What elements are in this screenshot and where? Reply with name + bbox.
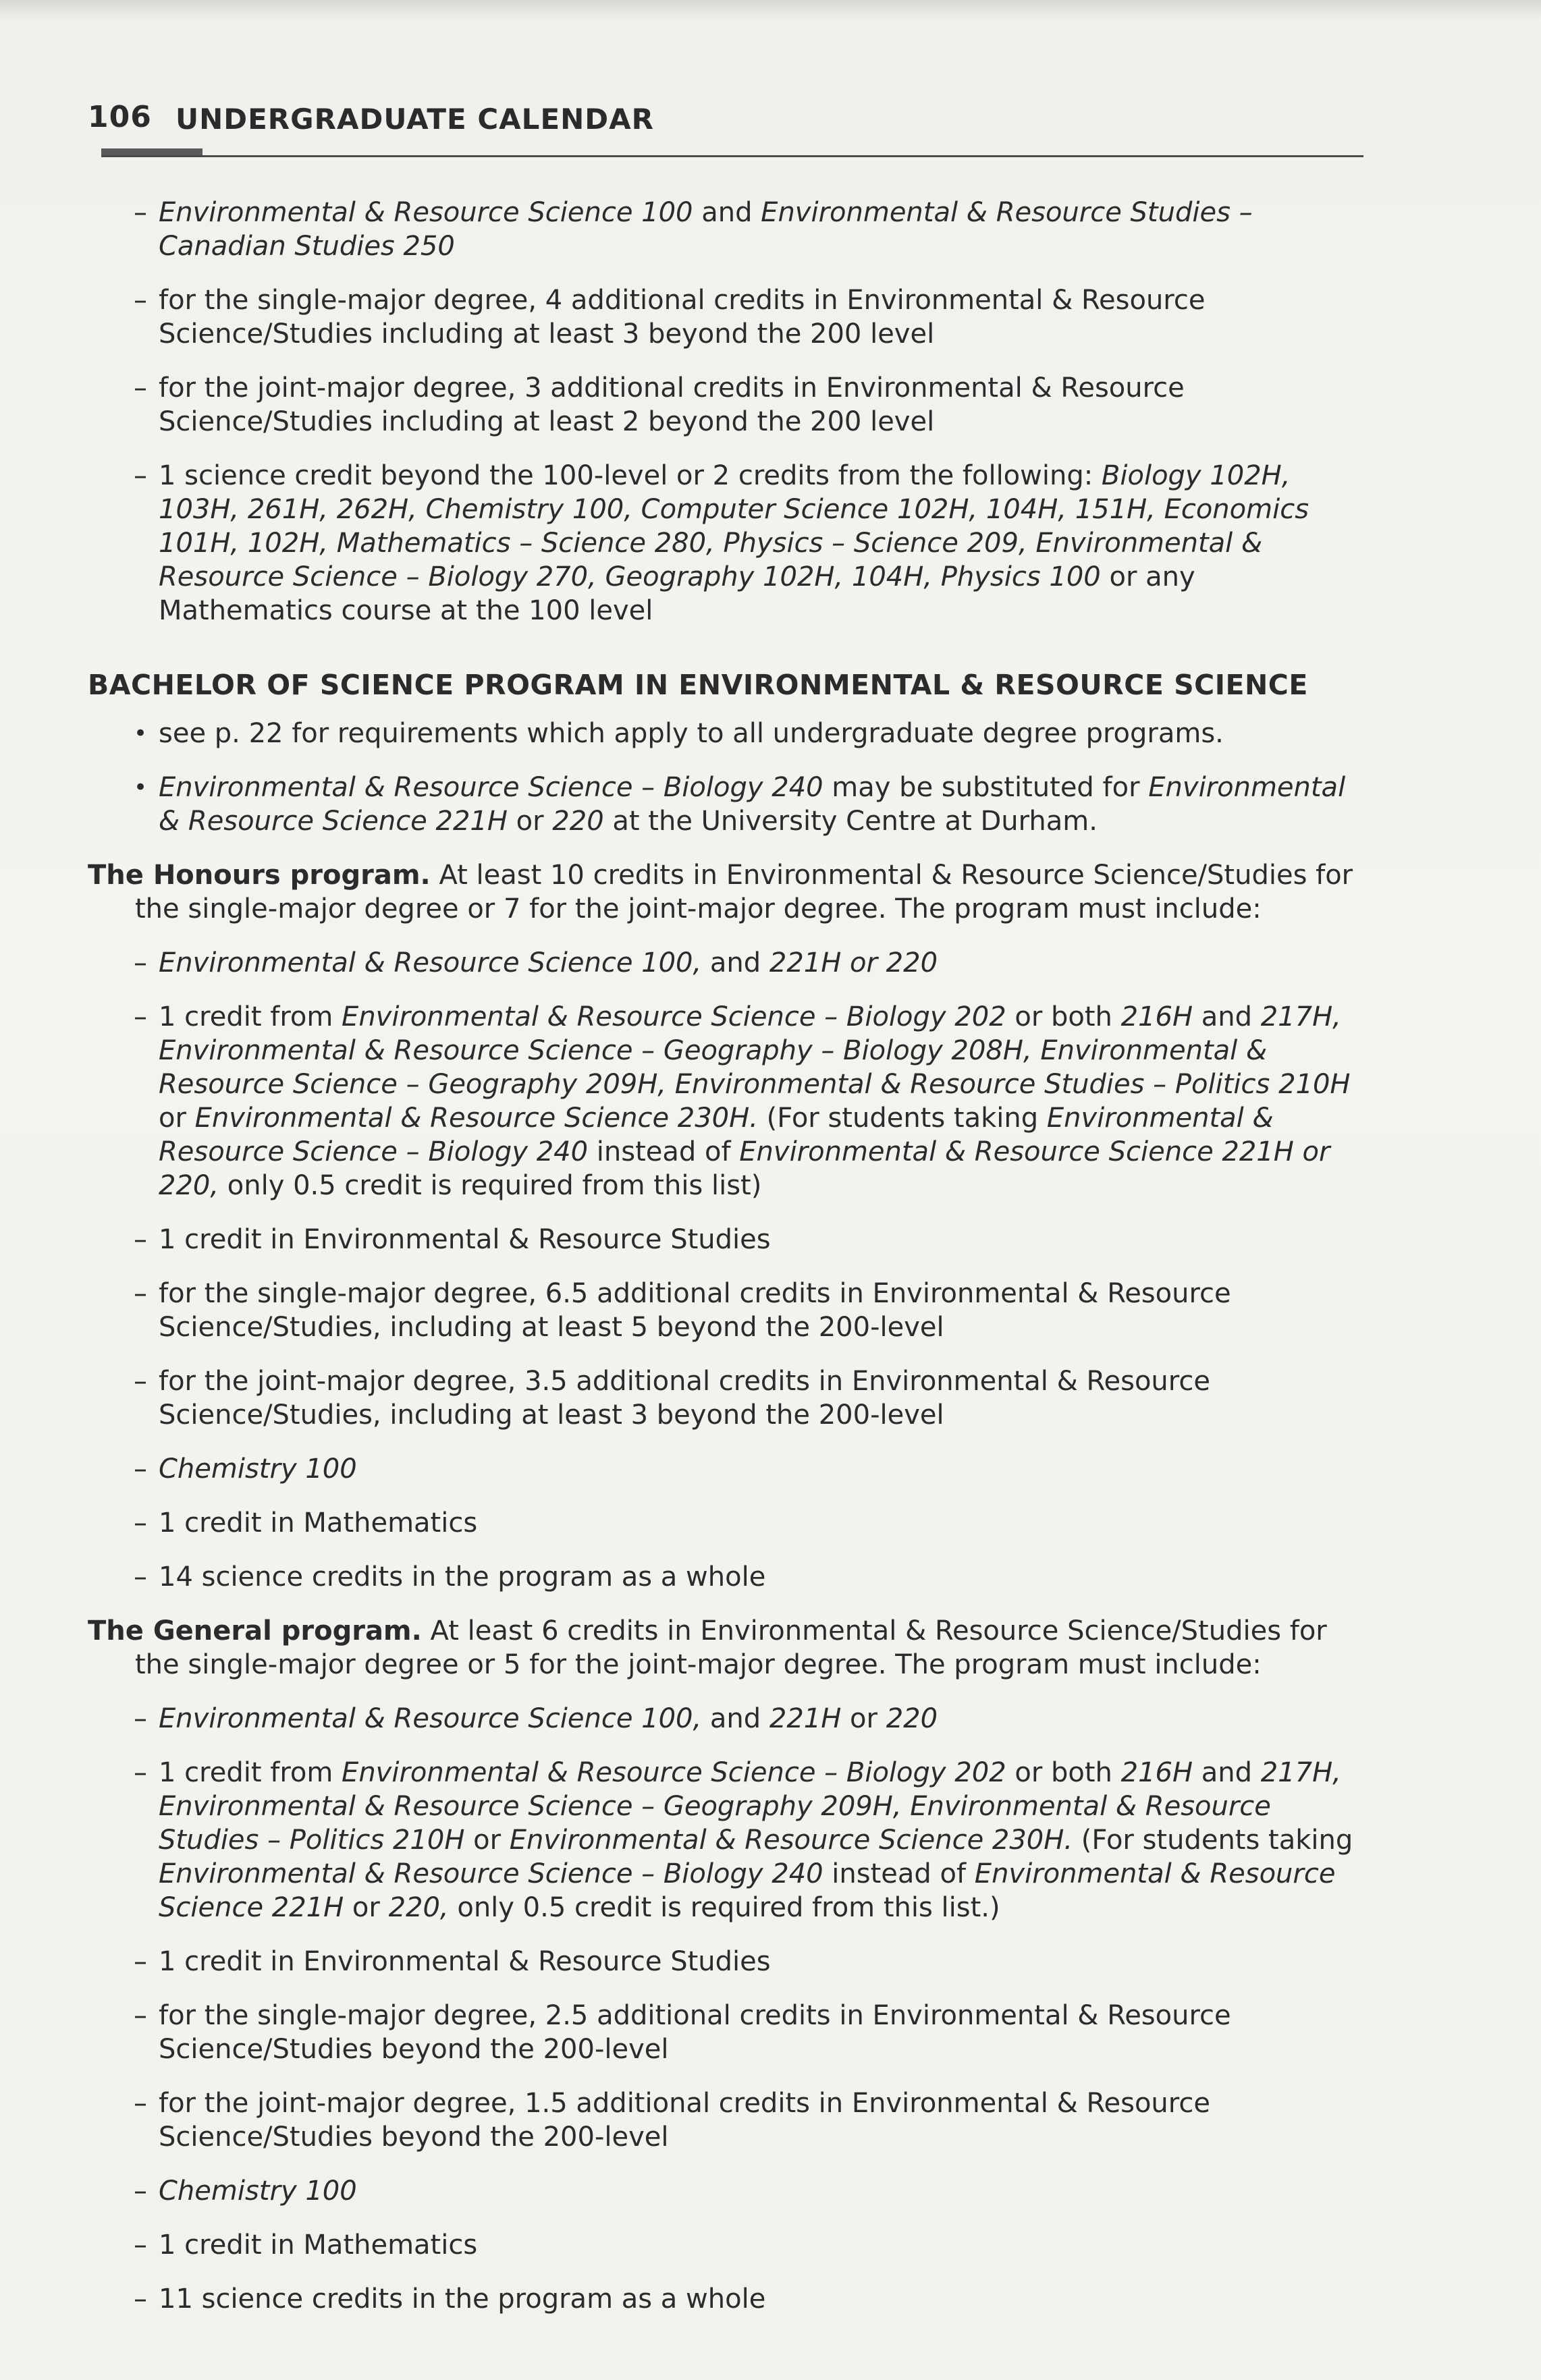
dash-marker: – — [134, 947, 147, 978]
honours-item-text: 1 credit in Mathematics — [159, 1507, 478, 1539]
dash-marker: – — [134, 1366, 147, 1397]
honours-item — [88, 1506, 1370, 1540]
dash-marker: – — [134, 2088, 147, 2119]
continued-item — [88, 371, 1370, 439]
page-number: 106 — [88, 100, 152, 134]
running-title: UNDERGRADUATE CALENDAR — [175, 103, 654, 136]
dash-marker: – — [134, 1757, 147, 1788]
general-item-text: Environmental & Resource Science 100, and 221H or 220 — [159, 1703, 938, 1734]
dash-marker: – — [134, 285, 147, 316]
general-item-text: 1 credit in Mathematics — [159, 2230, 478, 2261]
honours-program-title: The Honours program. — [88, 860, 431, 891]
general-item — [88, 1999, 1370, 2066]
dash-marker: – — [134, 460, 147, 491]
honours-item — [88, 1223, 1370, 1256]
dash-marker: – — [134, 1507, 147, 1539]
honours-item — [88, 1364, 1370, 1432]
continued-item — [88, 283, 1370, 351]
header-rule — [101, 155, 1363, 157]
bsc-bullet-list — [88, 717, 1370, 838]
bsc-item — [88, 771, 1370, 838]
general-item-text: Chemistry 100 — [159, 2176, 357, 2207]
general-item — [88, 2228, 1370, 2262]
section-heading-bsc: BACHELOR OF SCIENCE PROGRAM IN ENVIRONMENTAL & RESOURCE SCIENCE — [88, 669, 1308, 701]
page-header — [88, 100, 1370, 154]
general-program-title: The General program. — [88, 1615, 422, 1646]
continued-item — [88, 196, 1370, 263]
dash-marker: – — [134, 1561, 147, 1593]
continued-item-text: for the joint-major degree, 3 additional credits in Environmental & Resource Science/Studies including at least 2 beyond the 200 level — [159, 372, 1185, 437]
general-item — [88, 1945, 1370, 1978]
honours-item — [88, 1452, 1370, 1486]
bullet-marker: • — [134, 720, 148, 747]
dash-marker: – — [134, 1703, 147, 1734]
dash-marker: – — [134, 2284, 147, 2315]
dash-marker: – — [134, 2176, 147, 2207]
dash-marker: – — [134, 1224, 147, 1255]
general-item — [88, 1756, 1370, 1925]
honours-item — [88, 1000, 1370, 1202]
dash-marker: – — [134, 1946, 147, 1977]
general-program-paragraph — [88, 1614, 1370, 1682]
dash-marker: – — [134, 2230, 147, 2261]
dash-marker: – — [134, 2000, 147, 2031]
general-item-text: 11 science credits in the program as a whole — [159, 2284, 766, 2315]
honours-item-text: Chemistry 100 — [159, 1454, 357, 1485]
general-item-text: 1 credit in Environmental & Resource Studies — [159, 1946, 771, 1977]
general-item-text: 1 credit from Environmental & Resource Science – Biology 202 or both 216H and 217H, Environmental & Resource Science – Geography 209H, Environmental & Resource Studies – Politics 210H or Environmental & Resource Science 230H. (For students taking Environmental & Resource Science – Biology 240 instead of Environmental & Resource Science 221H or 220, only 0.5 credit is required from this list.) — [159, 1757, 1353, 1923]
honours-requirements-list — [88, 946, 1370, 1594]
honours-item-text: 1 credit in Environmental & Resource Studies — [159, 1224, 771, 1255]
general-requirements-list — [88, 1702, 1370, 2316]
honours-program-intro: At least 10 credits in Environmental & Resource Science/Studies for the single-major degree or 7 for the joint-major degree. The program must include: — [135, 860, 1353, 924]
scan-edge-shadow — [0, 0, 1541, 20]
honours-item-text: 1 credit from Environmental & Resource Science – Biology 202 or both 216H and 217H, Environmental & Resource Science – Geography – Biology 208H, Environmental & Resource Science – Geography 209H, Environmental & Resource Studies – Politics 210H or Environmental & Resource Science 230H. (For students taking Environmental & Resource Science – Biology 240 instead of Environmental & Resource Science 221H or 220, only 0.5 credit is required from this list) — [159, 1001, 1351, 1201]
general-item — [88, 2086, 1370, 2154]
honours-item — [88, 1560, 1370, 1594]
dash-marker: – — [134, 197, 147, 228]
general-item — [88, 2282, 1370, 2316]
honours-program-paragraph — [88, 858, 1370, 926]
dash-marker: – — [134, 1001, 147, 1032]
honours-item-text: for the joint-major degree, 3.5 additional credits in Environmental & Resource Science/Studies, including at least 3 beyond the 200-level — [159, 1366, 1210, 1431]
continued-item — [88, 459, 1370, 628]
bsc-item — [88, 717, 1370, 750]
general-item — [88, 1702, 1370, 1736]
continued-item-text: for the single-major degree, 4 additional credits in Environmental & Resource Science/Studies including at least 3 beyond the 200 level — [159, 285, 1206, 350]
bullet-marker: • — [134, 774, 148, 801]
honours-item-text: 14 science credits in the program as a whole — [159, 1561, 766, 1593]
honours-item-text: Environmental & Resource Science 100, and 221H or 220 — [159, 947, 938, 978]
honours-item-text: for the single-major degree, 6.5 additional credits in Environmental & Resource Science/Studies, including at least 5 beyond the 200-level — [159, 1278, 1231, 1343]
general-item — [88, 2174, 1370, 2208]
honours-item — [88, 946, 1370, 980]
page-content — [88, 196, 1370, 2336]
continued-item-text: 1 science credit beyond the 100-level or 2 credits from the following: Biology 102H, 103H, 261H, 262H, Chemistry 100, Computer Science 102H, 104H, 151H, Economics 101H, 102H, Mathematics – Science 280, Physics – Science 209, Environmental & Resource Science – Biology 270, Geography 102H, 104H, Physics 100 or any Mathematics course at the 100 level — [159, 460, 1309, 626]
continued-requirements-list — [88, 196, 1370, 628]
dash-marker: – — [134, 372, 147, 404]
general-program-intro: At least 6 credits in Environmental & Resource Science/Studies for the single-major degree or 5 for the joint-major degree. The program must include: — [135, 1615, 1327, 1680]
bsc-item-text: see p. 22 for requirements which apply to all undergraduate degree programs. — [159, 718, 1224, 749]
general-item-text: for the joint-major degree, 1.5 additional credits in Environmental & Resource Science/Studies beyond the 200-level — [159, 2088, 1210, 2153]
honours-item — [88, 1277, 1370, 1344]
general-item-text: for the single-major degree, 2.5 additional credits in Environmental & Resource Science/Studies beyond the 200-level — [159, 2000, 1231, 2065]
dash-marker: – — [134, 1454, 147, 1485]
dash-marker: – — [134, 1278, 147, 1309]
continued-item-text: Environmental & Resource Science 100 and Environmental & Resource Studies – Canadian Studies 250 — [159, 197, 1253, 262]
bsc-item-text: Environmental & Resource Science – Biology 240 may be substituted for Environmental & Resource Science 221H or 220 at the University Centre at Durham. — [159, 772, 1346, 837]
